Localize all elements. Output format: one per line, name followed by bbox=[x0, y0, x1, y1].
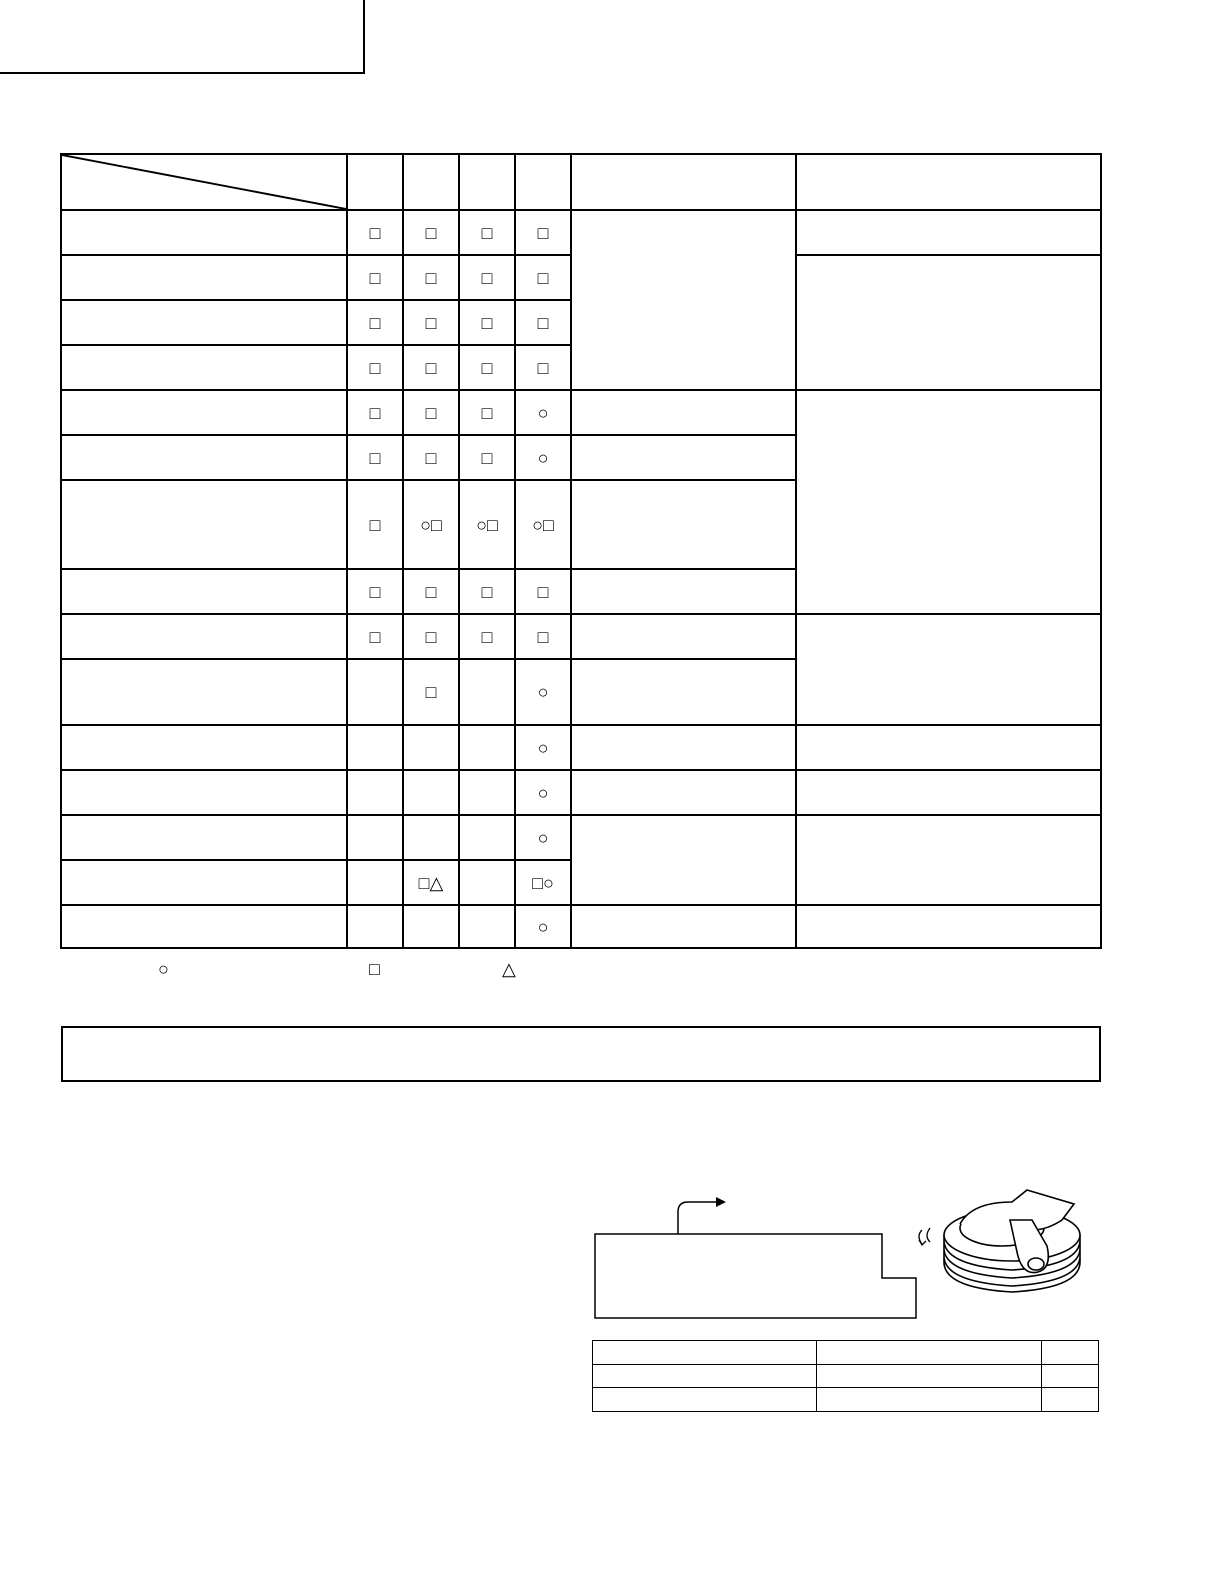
symbol-cell bbox=[515, 210, 571, 255]
row-label-cell bbox=[61, 390, 347, 435]
row-label-cell bbox=[61, 659, 347, 725]
table-row bbox=[61, 770, 1101, 815]
table-cell bbox=[593, 1388, 817, 1412]
symbol-mark: □ bbox=[425, 357, 437, 378]
symbol-mark: ○□ bbox=[476, 514, 498, 535]
symbol-mark: □△ bbox=[418, 872, 444, 893]
table-cell bbox=[347, 659, 403, 725]
battery-holder-icon bbox=[944, 1190, 1080, 1292]
symbol-mark: □ bbox=[369, 267, 381, 288]
symbol-mark: □ bbox=[369, 514, 381, 535]
table-cell bbox=[593, 1341, 817, 1365]
table-cell bbox=[347, 569, 403, 614]
column-header-6 bbox=[796, 154, 1101, 210]
table-cell bbox=[347, 300, 403, 345]
column-header-5 bbox=[571, 154, 796, 210]
column-header-4 bbox=[515, 154, 571, 210]
symbol-mark: □ bbox=[481, 402, 493, 423]
label-box bbox=[595, 1234, 916, 1318]
table-cell bbox=[403, 569, 459, 614]
symbol-mark: □ bbox=[537, 357, 549, 378]
symbol-mark: □ bbox=[537, 626, 549, 647]
table-cell bbox=[459, 390, 515, 435]
symbol-mark: □ bbox=[369, 312, 381, 333]
table-cell bbox=[347, 725, 403, 770]
note-box bbox=[61, 1026, 1101, 1082]
symbol-mark: □ bbox=[481, 581, 493, 602]
table-cell bbox=[1042, 1341, 1099, 1365]
row-label-cell bbox=[61, 815, 347, 860]
table-cell bbox=[515, 569, 571, 614]
symbol-mark: ○ bbox=[537, 916, 549, 937]
symbol-mark: □ bbox=[425, 402, 437, 423]
symbol-mark: □ bbox=[369, 447, 381, 468]
table-cell bbox=[817, 1388, 1042, 1412]
table-cell bbox=[403, 860, 459, 905]
symbol-mark: ○ bbox=[537, 782, 549, 803]
symbol-mark: □ bbox=[425, 312, 437, 333]
symbol-mark: □ bbox=[481, 447, 493, 468]
symbol-mark: □ bbox=[425, 222, 437, 243]
table-cell bbox=[459, 480, 515, 569]
row-label-cell bbox=[61, 614, 347, 659]
symbol-mark: □ bbox=[537, 222, 549, 243]
compatibility-table bbox=[60, 153, 1102, 949]
symbol-mark: ○ bbox=[537, 402, 549, 423]
table-cell bbox=[515, 345, 571, 390]
symbol-mark: □ bbox=[369, 402, 381, 423]
row-label-cell bbox=[61, 435, 347, 480]
note-cell bbox=[571, 480, 796, 569]
diagonal-corner-cell bbox=[61, 154, 347, 210]
table-row bbox=[61, 390, 1101, 435]
legend-square-symbol: □ bbox=[369, 959, 380, 979]
symbol-mark: □ bbox=[369, 357, 381, 378]
note-cell bbox=[571, 905, 796, 948]
table-cell bbox=[347, 435, 403, 480]
table-cell bbox=[515, 300, 571, 345]
row-label-cell bbox=[61, 300, 347, 345]
table-cell bbox=[347, 390, 403, 435]
note-cell bbox=[571, 725, 796, 770]
symbol-mark: □ bbox=[537, 581, 549, 602]
table-cell bbox=[515, 480, 571, 569]
merged-cell bbox=[571, 210, 796, 390]
table-cell bbox=[515, 255, 571, 300]
symbol-mark: □ bbox=[537, 312, 549, 333]
merged-remark-cell bbox=[796, 614, 1101, 725]
arrow-head-icon bbox=[716, 1197, 726, 1207]
note-cell bbox=[571, 770, 796, 815]
row-label-cell bbox=[61, 210, 347, 255]
symbol-cell bbox=[347, 210, 403, 255]
symbol-mark: ○□ bbox=[420, 514, 442, 535]
column-header-1 bbox=[347, 154, 403, 210]
table-cell bbox=[347, 770, 403, 815]
table-cell bbox=[347, 345, 403, 390]
symbol-mark: □ bbox=[369, 626, 381, 647]
table-cell bbox=[347, 815, 403, 860]
row-label-cell bbox=[61, 905, 347, 948]
table-cell bbox=[403, 905, 459, 948]
table-cell bbox=[403, 390, 459, 435]
symbol-mark: □ bbox=[481, 222, 493, 243]
table-cell bbox=[515, 860, 571, 905]
table-cell bbox=[347, 255, 403, 300]
table-cell bbox=[459, 569, 515, 614]
note-cell bbox=[571, 390, 796, 435]
table-cell bbox=[515, 435, 571, 480]
symbol-mark: □ bbox=[481, 312, 493, 333]
table-row bbox=[61, 210, 1101, 255]
table-cell bbox=[817, 1341, 1042, 1365]
table-cell bbox=[403, 815, 459, 860]
table-cell bbox=[347, 860, 403, 905]
table-cell bbox=[515, 659, 571, 725]
symbol-mark: ○ bbox=[537, 737, 549, 758]
table-header-row bbox=[61, 154, 1101, 210]
row-label-cell bbox=[61, 255, 347, 300]
table-cell bbox=[515, 770, 571, 815]
battery-figure bbox=[592, 1180, 1102, 1325]
table-row bbox=[61, 725, 1101, 770]
table-cell bbox=[403, 435, 459, 480]
remark-cell bbox=[796, 770, 1101, 815]
table-row bbox=[61, 905, 1101, 948]
table-cell bbox=[459, 659, 515, 725]
table-cell bbox=[459, 860, 515, 905]
table-cell bbox=[403, 255, 459, 300]
table-cell bbox=[459, 815, 515, 860]
table-row bbox=[61, 614, 1101, 659]
rotation-arrows-icon bbox=[919, 1228, 930, 1245]
note-cell bbox=[571, 569, 796, 614]
table-cell bbox=[403, 770, 459, 815]
table-cell bbox=[515, 725, 571, 770]
table-cell bbox=[1042, 1388, 1099, 1412]
table-cell bbox=[459, 255, 515, 300]
row-label-cell bbox=[61, 569, 347, 614]
symbol-mark: ○ bbox=[537, 827, 549, 848]
row-label-cell bbox=[61, 725, 347, 770]
symbol-mark: □ bbox=[481, 267, 493, 288]
table-cell bbox=[459, 300, 515, 345]
row-label-cell bbox=[61, 860, 347, 905]
symbol-mark: □ bbox=[369, 222, 381, 243]
symbol-mark: □ bbox=[425, 447, 437, 468]
table-cell bbox=[1042, 1364, 1099, 1388]
table-cell bbox=[347, 480, 403, 569]
symbol-mark: □○ bbox=[532, 872, 554, 893]
symbol-cell bbox=[459, 210, 515, 255]
small-table-row bbox=[593, 1341, 1099, 1365]
merged-remark-cell bbox=[796, 255, 1101, 390]
symbol-mark: □ bbox=[481, 626, 493, 647]
table-cell bbox=[459, 345, 515, 390]
symbol-mark: □ bbox=[369, 581, 381, 602]
symbol-cell bbox=[403, 210, 459, 255]
column-header-3 bbox=[459, 154, 515, 210]
symbol-mark: □ bbox=[537, 267, 549, 288]
table-cell bbox=[515, 905, 571, 948]
table-cell bbox=[403, 480, 459, 569]
symbol-mark: □ bbox=[481, 357, 493, 378]
row-label-cell bbox=[61, 480, 347, 569]
table-cell bbox=[347, 614, 403, 659]
legend-circle-symbol: ○ bbox=[158, 959, 169, 979]
remark-cell bbox=[796, 905, 1101, 948]
callout-arrow bbox=[678, 1202, 716, 1234]
merged-remark-cell bbox=[796, 390, 1101, 614]
remark-cell bbox=[796, 725, 1101, 770]
row-label-cell bbox=[61, 770, 347, 815]
small-table bbox=[592, 1340, 1099, 1412]
table-cell bbox=[459, 725, 515, 770]
table-cell bbox=[459, 614, 515, 659]
symbol-mark: □ bbox=[425, 682, 437, 702]
table-cell bbox=[459, 905, 515, 948]
table-cell bbox=[817, 1364, 1042, 1388]
note-cell bbox=[571, 614, 796, 659]
table-cell bbox=[459, 770, 515, 815]
table-cell bbox=[403, 345, 459, 390]
note-cell bbox=[571, 659, 796, 725]
small-table-row bbox=[593, 1388, 1099, 1412]
merged-note-cell bbox=[571, 815, 796, 905]
remark-cell bbox=[796, 210, 1101, 255]
legend-triangle-symbol: △ bbox=[502, 959, 516, 979]
symbol-mark: □ bbox=[425, 267, 437, 288]
table-cell bbox=[515, 614, 571, 659]
small-table-row bbox=[593, 1364, 1099, 1388]
table-cell bbox=[403, 659, 459, 725]
column-header-2 bbox=[403, 154, 459, 210]
row-label-cell bbox=[61, 345, 347, 390]
table-row bbox=[61, 815, 1101, 860]
table-cell bbox=[403, 614, 459, 659]
table-cell bbox=[593, 1364, 817, 1388]
symbol-mark: ○ bbox=[537, 447, 549, 468]
symbol-mark: ○ bbox=[537, 682, 549, 702]
header-box bbox=[0, 0, 365, 74]
table-cell bbox=[515, 390, 571, 435]
note-cell bbox=[571, 435, 796, 480]
table-cell bbox=[347, 905, 403, 948]
symbol-mark: ○□ bbox=[532, 514, 554, 535]
table-cell bbox=[403, 300, 459, 345]
table-cell bbox=[459, 435, 515, 480]
merged-remark-cell bbox=[796, 815, 1101, 905]
symbol-mark: □ bbox=[425, 626, 437, 647]
table-cell bbox=[403, 725, 459, 770]
diagonal-line bbox=[62, 155, 346, 209]
symbol-mark: □ bbox=[425, 581, 437, 602]
table-cell bbox=[515, 815, 571, 860]
